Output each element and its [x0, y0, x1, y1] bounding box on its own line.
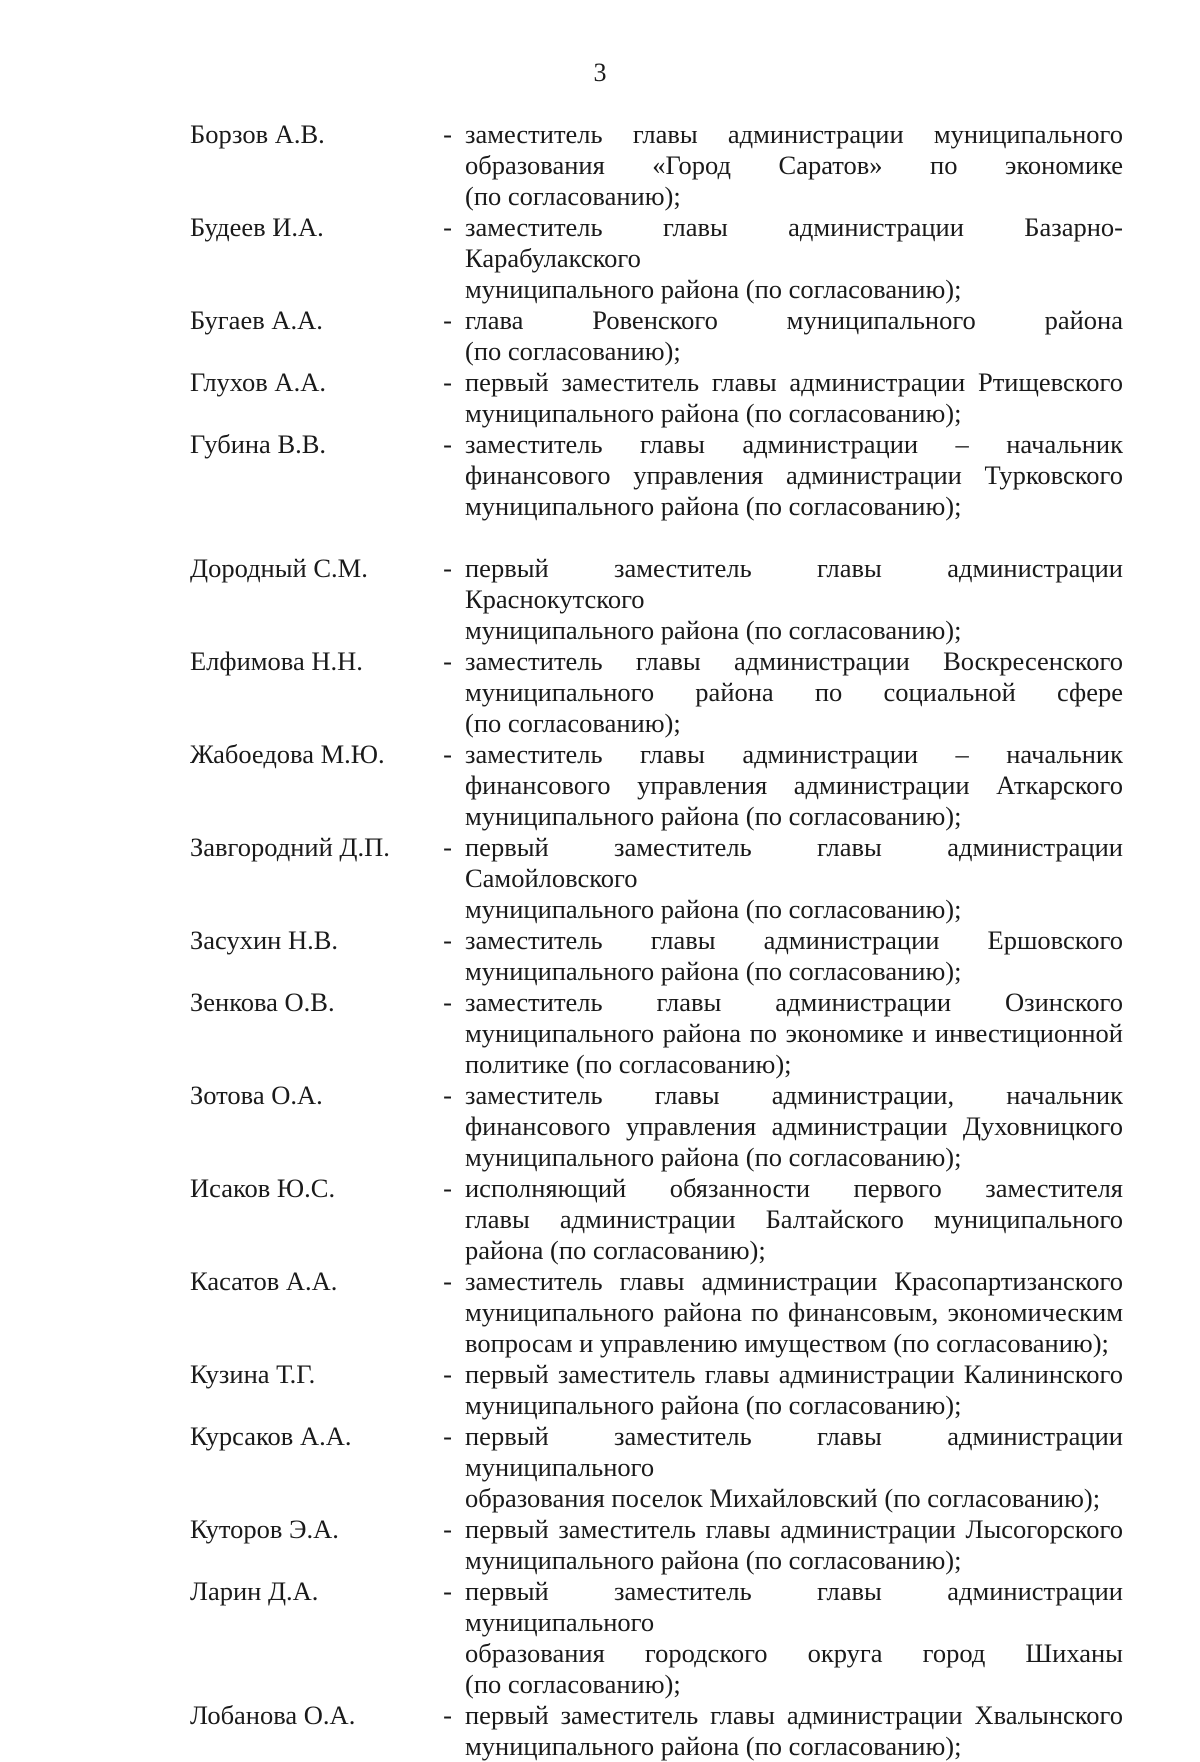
list-item	[190, 367, 1125, 429]
list-item	[190, 553, 1125, 646]
position-line: заместитель главы администрации – начальник	[465, 429, 1123, 459]
position-line: глава Ровенского муниципального района	[465, 305, 1123, 335]
dash-separator: -	[443, 1173, 452, 1203]
position-line: первый заместитель главы администрации Самойловского	[465, 832, 1123, 893]
list-item	[190, 646, 1125, 739]
person-name: Зенкова О.В.	[190, 987, 335, 1017]
dash-separator: -	[443, 646, 452, 676]
person-name: Лобанова О.А.	[190, 1700, 356, 1730]
position-line: заместитель главы администрации Красопартизанского	[465, 1266, 1123, 1296]
position-line: муниципального района (по согласованию);	[465, 956, 962, 986]
position-line: первый заместитель главы администрации Краснокутского	[465, 553, 1123, 614]
list-item	[190, 1576, 1125, 1700]
person-name: Ларин Д.А.	[190, 1576, 319, 1606]
dash-separator: -	[443, 1080, 452, 1110]
position-line: муниципального района (по согласованию);	[465, 1142, 962, 1172]
position-line: заместитель главы администрации, начальник	[465, 1080, 1123, 1110]
dash-separator: -	[443, 1700, 452, 1730]
person-name: Курсаков А.А.	[190, 1421, 352, 1451]
person-name: Борзов А.В.	[190, 119, 325, 149]
person-name: Глухов А.А.	[190, 367, 326, 397]
position-line: муниципального района (по согласованию);	[465, 1545, 962, 1575]
position-line: первый заместитель главы администрации муниципального	[465, 1576, 1123, 1637]
position-description	[465, 212, 1123, 305]
dash-separator: -	[443, 987, 452, 1017]
list-item	[190, 739, 1125, 832]
person-name: Будеев И.А.	[190, 212, 324, 242]
position-line: первый заместитель главы администрации муниципального	[465, 1421, 1123, 1482]
position-description	[465, 553, 1123, 646]
position-line: (по согласованию);	[465, 181, 681, 211]
position-description	[465, 1080, 1123, 1173]
position-description	[465, 1421, 1123, 1514]
person-name: Кузина Т.Г.	[190, 1359, 316, 1389]
position-line: муниципального района (по согласованию);	[465, 615, 962, 645]
position-line: (по согласованию);	[465, 708, 681, 738]
position-line: муниципального района (по согласованию);	[465, 1390, 962, 1420]
list-item	[190, 119, 1125, 212]
position-description	[465, 1359, 1123, 1421]
list-item	[190, 925, 1125, 987]
position-line: исполняющий обязанности первого заместителя	[465, 1173, 1123, 1203]
position-line: образования поселок Михайловский (по согласованию);	[465, 1483, 1101, 1513]
person-name: Зотова О.А.	[190, 1080, 323, 1110]
person-name: Куторов Э.А.	[190, 1514, 339, 1544]
position-line: (по согласованию);	[465, 1669, 681, 1699]
position-line: главы администрации Балтайского муниципального	[465, 1204, 1123, 1234]
dash-separator: -	[443, 1266, 452, 1296]
position-description	[465, 367, 1123, 429]
position-line: политике (по согласованию);	[465, 1049, 792, 1079]
person-name: Исаков Ю.С.	[190, 1173, 336, 1203]
dash-separator: -	[443, 119, 452, 149]
list-item	[190, 1266, 1125, 1359]
position-description	[465, 1700, 1123, 1762]
dash-separator: -	[443, 553, 452, 583]
list-item	[190, 832, 1125, 925]
position-line: заместитель главы администрации – начальник	[465, 739, 1123, 769]
position-description	[465, 987, 1123, 1080]
list-item	[190, 1080, 1125, 1173]
position-description	[465, 305, 1123, 367]
position-line: вопросам и управлению имуществом (по согласованию);	[465, 1328, 1109, 1358]
person-name: Бугаев А.А.	[190, 305, 323, 335]
person-name: Елфимова Н.Н.	[190, 646, 363, 676]
position-line: муниципального района по финансовым, экономическим	[465, 1297, 1123, 1327]
dash-separator: -	[443, 212, 452, 242]
person-name: Дородный С.М.	[190, 553, 368, 583]
list-item	[190, 987, 1125, 1080]
list-item	[190, 305, 1125, 367]
list-item	[190, 429, 1125, 522]
position-line: муниципального района (по согласованию);	[465, 1731, 962, 1761]
dash-separator: -	[443, 739, 452, 769]
position-line: финансового управления администрации Турковского	[465, 460, 1123, 490]
person-name: Жабоедова М.Ю.	[190, 739, 385, 769]
position-description	[465, 1576, 1123, 1700]
list-item	[190, 1514, 1125, 1576]
list-item	[190, 1700, 1125, 1762]
person-name: Губина В.В.	[190, 429, 327, 459]
page-number: 3	[593, 58, 607, 87]
position-line: образования городского округа город Шиханы	[465, 1638, 1123, 1668]
position-line: первый заместитель главы администрации Хвалынского	[465, 1700, 1123, 1730]
position-description	[465, 739, 1123, 832]
person-name: Касатов А.А.	[190, 1266, 338, 1296]
person-name: Завгородний Д.П.	[190, 832, 390, 862]
position-line: муниципального района по экономике и инвестиционной	[465, 1018, 1123, 1048]
dash-separator: -	[443, 429, 452, 459]
list-item	[190, 1421, 1125, 1514]
position-line: финансового управления администрации Духовницкого	[465, 1111, 1123, 1141]
position-line: муниципального района (по согласованию);	[465, 491, 962, 521]
position-line: финансового управления администрации Аткарского	[465, 770, 1123, 800]
list-item	[190, 1359, 1125, 1421]
position-description	[465, 1266, 1123, 1359]
position-description	[465, 1173, 1123, 1266]
position-line: муниципального района (по согласованию);	[465, 274, 962, 304]
position-line: заместитель главы администрации Воскресенского	[465, 646, 1123, 676]
position-line: района (по согласованию);	[465, 1235, 766, 1265]
dash-separator: -	[443, 925, 452, 955]
position-line: заместитель главы администрации Базарно-Карабулакского	[465, 212, 1123, 273]
position-description	[465, 646, 1123, 739]
position-description	[465, 119, 1123, 212]
position-line: первый заместитель главы администрации Калининского	[465, 1359, 1123, 1389]
position-line: муниципального района (по согласованию);	[465, 801, 962, 831]
position-description	[465, 429, 1123, 522]
position-description	[465, 832, 1123, 925]
dash-separator: -	[443, 305, 452, 335]
dash-separator: -	[443, 367, 452, 397]
position-line: образования «Город Саратов» по экономике	[465, 150, 1123, 180]
position-line: заместитель главы администрации муниципального	[465, 119, 1123, 149]
dash-separator: -	[443, 1576, 452, 1606]
person-name: Засухин Н.В.	[190, 925, 339, 955]
position-line: муниципального района (по согласованию);	[465, 398, 962, 428]
dash-separator: -	[443, 832, 452, 862]
position-line: первый заместитель главы администрации Ртищевского	[465, 367, 1123, 397]
position-line: первый заместитель главы администрации Лысогорского	[465, 1514, 1123, 1544]
dash-separator: -	[443, 1359, 452, 1389]
position-line: заместитель главы администрации Озинского	[465, 987, 1123, 1017]
position-line: (по согласованию);	[465, 336, 681, 366]
position-description	[465, 925, 1123, 987]
position-description	[465, 1514, 1123, 1576]
dash-separator: -	[443, 1421, 452, 1451]
position-line: муниципального района (по согласованию);	[465, 894, 962, 924]
dash-separator: -	[443, 1514, 452, 1544]
member-list	[190, 119, 1125, 1762]
position-line: муниципального района по социальной сфере	[465, 677, 1123, 707]
list-item	[190, 212, 1125, 305]
list-item	[190, 1173, 1125, 1266]
position-line: заместитель главы администрации Ершовского	[465, 925, 1123, 955]
